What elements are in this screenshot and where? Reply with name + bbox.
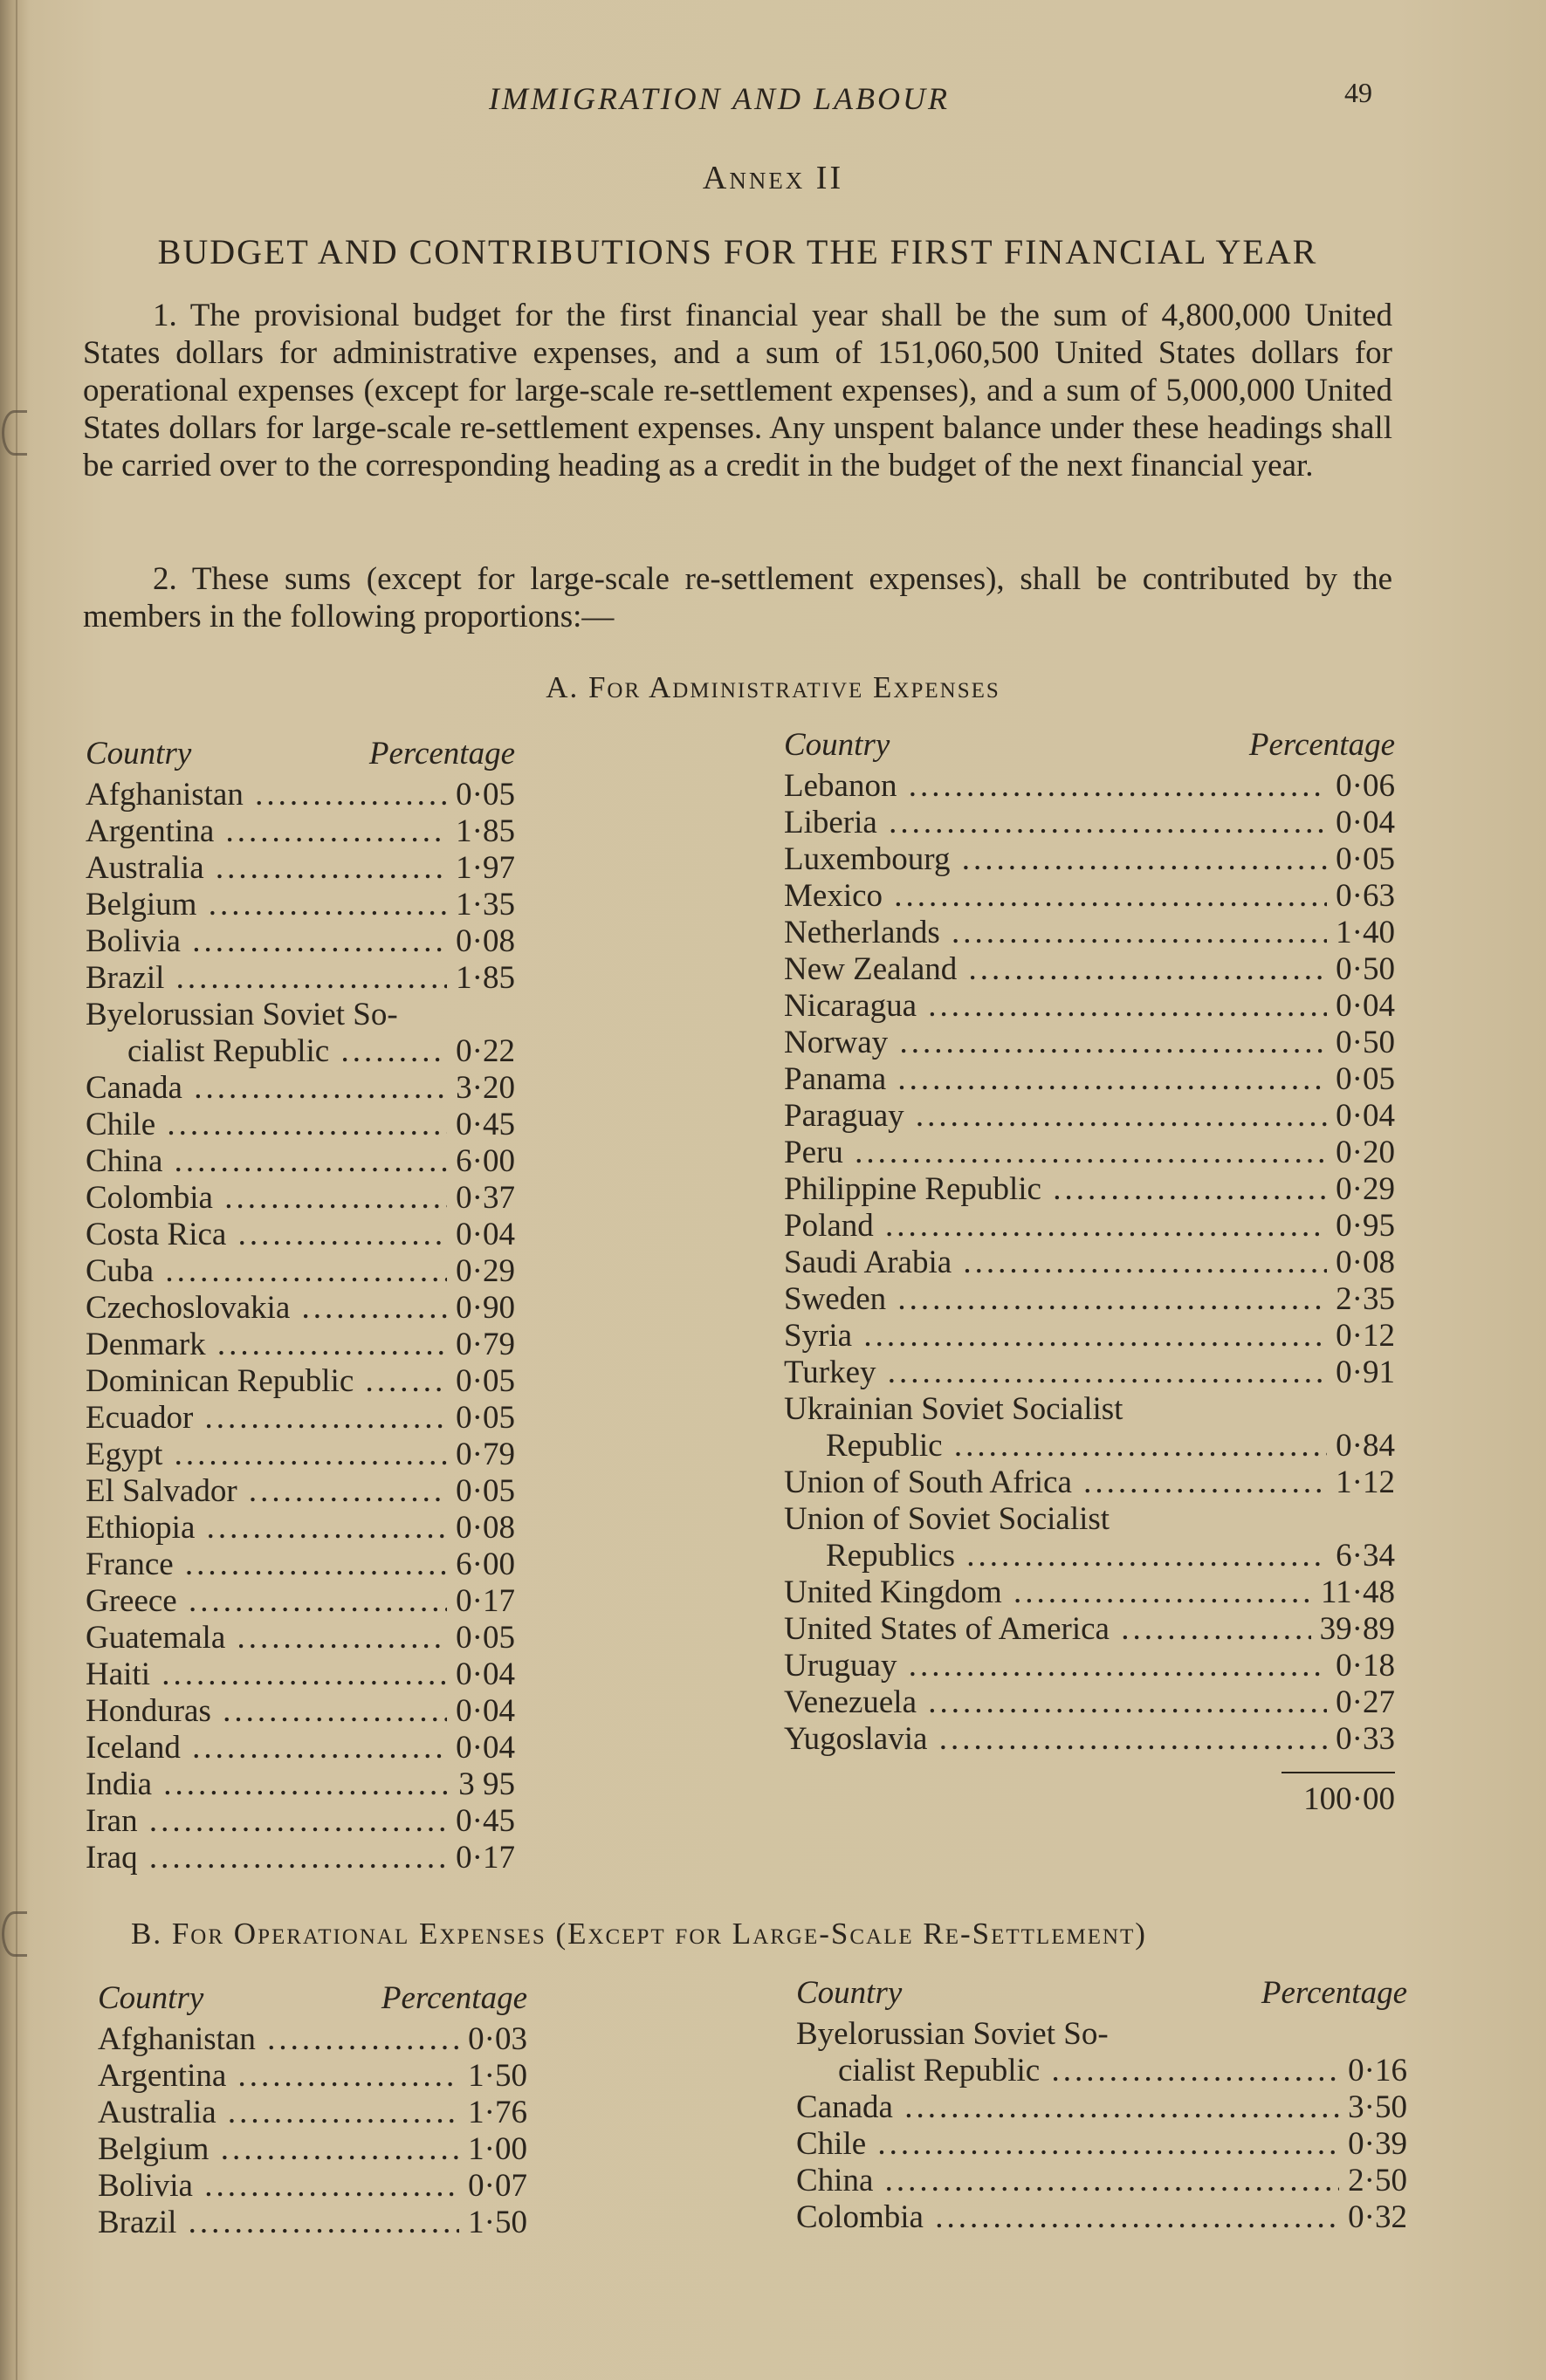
country-name: Cuba .....	[86, 1253, 447, 1290]
country-list	[86, 777, 515, 1876]
table-row	[86, 1437, 515, 1473]
percentage-value: 0·29	[456, 1253, 515, 1289]
percentage-value: 0·12	[1336, 1318, 1395, 1354]
percentage-header: Percentage	[368, 736, 515, 772]
table-row	[784, 1501, 1395, 1538]
percentage-value: 11·48	[1321, 1574, 1395, 1610]
percentage-value: 0·08	[1336, 1245, 1395, 1280]
table-row	[86, 1253, 515, 1290]
section-b-left-column	[98, 1979, 527, 2241]
table-row	[86, 1583, 515, 1620]
percentage-value: 1·50	[468, 2058, 527, 2094]
table-row	[86, 1400, 515, 1437]
main-title: BUDGET AND CONTRIBUTIONS FOR THE FIRST FINANCIAL YEAR	[157, 232, 1318, 271]
percentage-value: 1·85	[456, 813, 515, 849]
table-row	[784, 1611, 1395, 1648]
percentage-value: 0·45	[456, 1803, 515, 1839]
table-row	[98, 2205, 527, 2241]
country-name: Nicaragua .....	[784, 988, 1327, 1025]
country-name: Paraguay .....	[784, 1098, 1327, 1135]
country-name: Turkey .....	[784, 1355, 1327, 1391]
total-value: 100·00	[1303, 1781, 1395, 1817]
country-name: Uruguay .....	[784, 1648, 1327, 1684]
country-name: New Zealand .....	[784, 951, 1327, 988]
country-header: Country	[86, 736, 192, 772]
percentage-value: 0·06	[1336, 768, 1395, 804]
table-row	[784, 1098, 1395, 1135]
binding-ring-mark	[2, 410, 27, 456]
country-name: Bolivia .....	[98, 2168, 459, 2205]
table-row	[784, 805, 1395, 841]
country-name: India .....	[86, 1766, 450, 1803]
country-name: Argentina .....	[98, 2058, 459, 2095]
table-row	[784, 1281, 1395, 1318]
section-b-right-column	[796, 1974, 1407, 2236]
country-name: Saudi Arabia .....	[784, 1245, 1327, 1281]
country-name: Colombia .....	[796, 2199, 1339, 2236]
percentage-value: 6·00	[456, 1143, 515, 1179]
column-header	[796, 1974, 1407, 2016]
country-name: Mexico .....	[784, 878, 1327, 915]
country-name: cialist Republic .....	[796, 2053, 1339, 2089]
percentage-value: 1·97	[456, 850, 515, 886]
country-name: Bolivia .....	[86, 923, 447, 960]
table-row	[86, 1363, 515, 1400]
country-name: Greece .....	[86, 1583, 447, 1620]
table-row	[796, 2016, 1407, 2053]
table-row	[784, 1574, 1395, 1611]
country-list	[784, 768, 1395, 1758]
table-row	[784, 1318, 1395, 1355]
country-name: Belgium .....	[86, 887, 447, 923]
country-name: Byelorussian Soviet So-	[796, 2016, 1109, 2052]
percentage-value: 39·89	[1319, 1611, 1395, 1647]
country-name: Iceland .....	[86, 1730, 447, 1766]
country-name: Norway .....	[784, 1025, 1327, 1061]
table-row	[784, 915, 1395, 951]
country-name: United States of America .....	[784, 1611, 1311, 1648]
table-row	[784, 841, 1395, 878]
country-name: Argentina .....	[86, 813, 447, 850]
country-name: France .....	[86, 1547, 447, 1583]
percentage-value: 0·04	[456, 1217, 515, 1252]
column-header	[98, 1979, 527, 2021]
percentage-value: 0·05	[456, 777, 515, 813]
table-row	[98, 2131, 527, 2168]
column-header	[86, 735, 515, 777]
percentage-value: 0·45	[456, 1107, 515, 1142]
table-row	[796, 2053, 1407, 2089]
table-row	[86, 1510, 515, 1547]
country-list	[796, 2016, 1407, 2236]
percentage-value: 2·35	[1336, 1281, 1395, 1317]
percentage-value: 1·35	[456, 887, 515, 923]
percentage-value: 0·27	[1336, 1684, 1395, 1720]
percentage-value: 0·04	[1336, 1098, 1395, 1134]
percentage-value: 0·03	[468, 2021, 527, 2057]
table-row	[784, 1025, 1395, 1061]
running-head: IMMIGRATION AND LABOUR	[489, 81, 950, 116]
country-name: Syria .....	[784, 1318, 1327, 1355]
percentage-value: 0·79	[456, 1327, 515, 1362]
total-rule	[1281, 1772, 1395, 1773]
country-name: Afghanistan .....	[98, 2021, 459, 2058]
table-row	[98, 2058, 527, 2095]
percentage-value: 0·04	[1336, 805, 1395, 840]
table-row	[796, 2163, 1407, 2199]
percentage-value: 0·04	[456, 1656, 515, 1692]
table-row	[796, 2199, 1407, 2236]
percentage-value: 0·17	[456, 1840, 515, 1876]
table-row	[784, 1135, 1395, 1171]
table-row	[86, 1547, 515, 1583]
country-name: Philippine Republic .....	[784, 1171, 1327, 1208]
country-name: Ukrainian Soviet Socialist	[784, 1391, 1123, 1427]
percentage-value: 3 95	[458, 1766, 515, 1802]
table-row	[784, 988, 1395, 1025]
table-row	[86, 1217, 515, 1253]
table-row	[784, 1428, 1395, 1464]
binding-ring-mark	[2, 1911, 27, 1957]
percentage-value: 0·17	[456, 1583, 515, 1619]
table-row	[98, 2168, 527, 2205]
percentage-value: 0·37	[456, 1180, 515, 1216]
table-row	[86, 850, 515, 887]
table-row	[784, 1208, 1395, 1245]
percentage-value: 0·95	[1336, 1208, 1395, 1244]
table-row	[784, 1171, 1395, 1208]
percentage-value: 0·39	[1348, 2126, 1407, 2162]
country-name: Iran .....	[86, 1803, 447, 1840]
country-name: Canada .....	[796, 2089, 1339, 2126]
percentage-value: 0·04	[456, 1730, 515, 1766]
country-name: Lebanon .....	[784, 768, 1327, 805]
table-row	[86, 1070, 515, 1107]
percentage-value: 0·50	[1336, 951, 1395, 987]
country-name: Australia .....	[98, 2095, 459, 2131]
column-header	[784, 726, 1395, 768]
percentage-value: 0·05	[1336, 1061, 1395, 1097]
table-row	[784, 1391, 1395, 1428]
country-name: Luxembourg .....	[784, 841, 1327, 878]
percentage-value: 1·50	[468, 2205, 527, 2240]
percentage-value: 0·32	[1348, 2199, 1407, 2235]
country-header: Country	[784, 727, 890, 763]
table-row	[86, 1840, 515, 1876]
country-list	[98, 2021, 527, 2241]
table-row	[86, 1693, 515, 1730]
paragraph-2: 2. These sums (except for large-scale re-settlement expenses), shall be contributed by the members in the following proportions:—	[83, 561, 1392, 634]
percentage-value: 0·18	[1336, 1648, 1395, 1684]
country-name: Brazil .....	[98, 2205, 459, 2241]
table-row	[784, 951, 1395, 988]
percentage-value: 1·76	[468, 2095, 527, 2130]
table-row	[784, 1721, 1395, 1758]
percentage-value: 6·34	[1336, 1538, 1395, 1574]
table-row	[86, 813, 515, 850]
table-row	[86, 1473, 515, 1510]
table-row	[784, 1684, 1395, 1721]
percentage-value: 0·79	[456, 1437, 515, 1472]
country-name: Belgium .....	[98, 2131, 459, 2168]
table-row	[784, 1648, 1395, 1684]
section-a-right-column	[784, 726, 1395, 1818]
percentage-value: 0·63	[1336, 878, 1395, 914]
table-row	[796, 2126, 1407, 2163]
percentage-header: Percentage	[1261, 1975, 1407, 2011]
country-name: El Salvador .....	[86, 1473, 447, 1510]
table-row	[784, 878, 1395, 915]
country-name: Republic .....	[784, 1428, 1327, 1464]
percentage-value: 0·84	[1336, 1428, 1395, 1464]
percentage-value: 6·00	[456, 1547, 515, 1582]
country-name: Republics .....	[784, 1538, 1327, 1574]
country-name: China .....	[796, 2163, 1339, 2199]
table-row	[86, 1180, 515, 1217]
percentage-header: Percentage	[1248, 727, 1395, 763]
percentage-value: 1·12	[1336, 1464, 1395, 1500]
percentage-value: 0·08	[456, 1510, 515, 1546]
table-row	[86, 1327, 515, 1363]
table-row	[86, 1107, 515, 1143]
country-name: Czechoslovakia .....	[86, 1290, 447, 1327]
country-name: Ecuador .....	[86, 1400, 447, 1437]
percentage-value: 0·16	[1348, 2053, 1407, 2089]
country-name: Afghanistan .....	[86, 777, 447, 813]
country-name: Netherlands .....	[784, 915, 1327, 951]
country-name: Liberia .....	[784, 805, 1327, 841]
percentage-value: 0·05	[456, 1473, 515, 1509]
country-name: Colombia .....	[86, 1180, 447, 1217]
country-name: Costa Rica .....	[86, 1217, 447, 1253]
percentage-value: 0·29	[1336, 1171, 1395, 1207]
country-name: Denmark .....	[86, 1327, 447, 1363]
country-name: Venezuela .....	[784, 1684, 1327, 1721]
table-row	[86, 1143, 515, 1180]
country-name: Australia .....	[86, 850, 447, 887]
binding-gutter	[16, 0, 17, 2380]
percentage-value: 3·50	[1348, 2089, 1407, 2125]
country-name: Poland .....	[784, 1208, 1327, 1245]
table-row	[784, 1355, 1395, 1391]
country-name: Iraq .....	[86, 1840, 447, 1876]
table-row	[86, 923, 515, 960]
table-row	[86, 1803, 515, 1840]
table-row	[86, 1730, 515, 1766]
percentage-value: 0·50	[1336, 1025, 1395, 1060]
country-name: Guatemala .....	[86, 1620, 447, 1656]
percentage-value: 0·90	[456, 1290, 515, 1326]
percentage-value: 0·05	[1336, 841, 1395, 877]
country-name: Panama .....	[784, 1061, 1327, 1098]
table-row	[86, 1766, 515, 1803]
country-name: Byelorussian Soviet So-	[86, 997, 398, 1032]
percentage-value: 0·05	[456, 1620, 515, 1656]
country-name: Dominican Republic .....	[86, 1363, 447, 1400]
country-name: Chile .....	[796, 2126, 1339, 2163]
percentage-value: 0·04	[1336, 988, 1395, 1024]
country-name: Union of Soviet Socialist	[784, 1501, 1110, 1537]
country-name: cialist Republic .....	[86, 1033, 447, 1070]
country-name: Yugoslavia .....	[784, 1721, 1327, 1758]
table-row	[796, 2089, 1407, 2126]
table-row	[86, 960, 515, 997]
country-name: United Kingdom .....	[784, 1574, 1312, 1611]
table-row	[86, 1290, 515, 1327]
table-row	[784, 1464, 1395, 1501]
country-name: Honduras .....	[86, 1693, 447, 1730]
table-row	[86, 887, 515, 923]
country-name: Haiti .....	[86, 1656, 447, 1693]
percentage-value: 0·05	[456, 1400, 515, 1436]
percentage-value: 0·91	[1336, 1355, 1395, 1390]
table-row	[784, 1538, 1395, 1574]
table-row	[784, 1061, 1395, 1098]
country-name: Peru .....	[784, 1135, 1327, 1171]
table-row	[784, 768, 1395, 805]
annex-title: Annex II	[702, 160, 844, 196]
table-row	[86, 1620, 515, 1656]
country-header: Country	[796, 1975, 903, 2011]
country-name: Egypt .....	[86, 1437, 447, 1473]
section-b-heading: B. For Operational Expenses (Except for Large-Scale Re-Settlement)	[131, 1917, 1147, 1951]
percentage-value: 1·40	[1336, 915, 1395, 950]
percentage-value: 0·08	[456, 923, 515, 959]
country-name: China .....	[86, 1143, 447, 1180]
country-name: Union of South Africa .....	[784, 1464, 1327, 1501]
paragraph-1: 1. The provisional budget for the first financial year shall be the sum of 4,800,000 United States dollars for administrative expenses, and a sum of 151,060,500 United States dollars for operational expenses (except for large-scale re-settlement expenses), and a sum of 5,000,000 United States dollars for large-scale re-settlement expenses. Any unspent balance under these headings shall be carried over to the corresponding heading as a credit in the budget of the next financial year.	[83, 298, 1392, 484]
section-a-heading: A. For Administrative Expenses	[546, 670, 1000, 704]
percentage-value: 1·85	[456, 960, 515, 996]
percentage-value: 0·33	[1336, 1721, 1395, 1757]
country-name: Chile .....	[86, 1107, 447, 1143]
country-name: Ethiopia .....	[86, 1510, 447, 1547]
table-row	[98, 2095, 527, 2131]
percentage-value: 2·50	[1348, 2163, 1407, 2198]
table-row	[86, 777, 515, 813]
percentage-value: 0·04	[456, 1693, 515, 1729]
table-row	[86, 997, 515, 1033]
percentage-value: 0·05	[456, 1363, 515, 1399]
table-row	[86, 1033, 515, 1070]
percentage-value: 3·20	[456, 1070, 515, 1106]
percentage-value: 0·07	[468, 2168, 527, 2204]
percentage-value: 1·00	[468, 2131, 527, 2167]
country-name: Sweden .....	[784, 1281, 1327, 1318]
table-row	[86, 1656, 515, 1693]
table-row	[784, 1245, 1395, 1281]
country-name: Canada .....	[86, 1070, 447, 1107]
percentage-header: Percentage	[381, 1980, 527, 2016]
country-name: Brazil .....	[86, 960, 447, 997]
percentage-value: 0·20	[1336, 1135, 1395, 1170]
table-row	[98, 2021, 527, 2058]
section-a-left-column	[86, 735, 515, 1876]
country-header: Country	[98, 1980, 204, 2016]
percentage-value: 0·22	[456, 1033, 515, 1069]
page-number: 49	[1344, 77, 1372, 108]
